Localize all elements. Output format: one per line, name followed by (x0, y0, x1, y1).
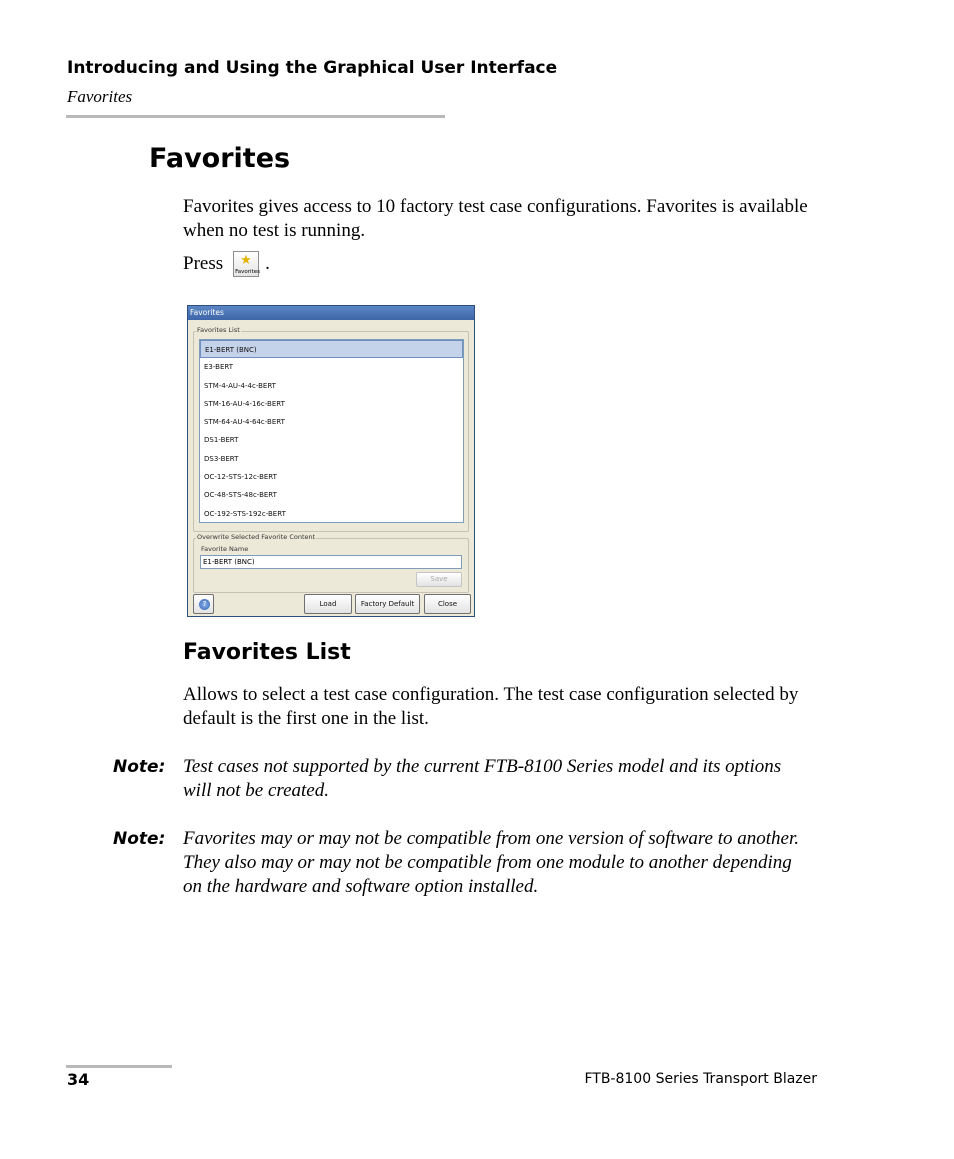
footer-product-name: FTB-8100 Series Transport Blazer (584, 1071, 817, 1087)
close-button[interactable]: Close (424, 594, 471, 614)
dialog-title-bar: Favorites (188, 306, 474, 320)
favorites-dialog (187, 305, 475, 617)
help-icon: ? (199, 599, 210, 610)
header-divider (66, 115, 445, 118)
favorites-button-image (233, 251, 259, 277)
list-item[interactable]: STM-64-AU-4-64c-BERT (204, 418, 285, 427)
note-label: Note: (113, 757, 166, 777)
list-item[interactable]: E3-BERT (204, 363, 234, 372)
list-item[interactable]: E1-BERT (BNC) (200, 340, 463, 358)
press-instruction (183, 251, 270, 277)
press-text: Press (183, 253, 224, 274)
running-header-subtitle: Favorites (67, 87, 133, 106)
favorite-name-input[interactable]: E1-BERT (BNC) (200, 555, 462, 569)
list-item[interactable]: STM-4-AU-4-4c-BERT (204, 381, 276, 390)
star-icon: ★ (240, 253, 252, 268)
list-item[interactable]: DS3-BERT (204, 454, 239, 463)
load-button[interactable]: Load (304, 594, 352, 614)
list-item[interactable]: OC-192-STS-192c-BERT (204, 509, 286, 518)
running-header-title: Introducing and Using the Graphical User Interface (67, 58, 558, 78)
list-item[interactable]: OC-48-STS-48c-BERT (204, 491, 277, 500)
note-text: Favorites may or may not be compatible from one version of software to another. They also may or may not be compatible from one module to another depending on the hardware and software option installed. (183, 828, 800, 897)
footer-divider (66, 1065, 172, 1068)
list-item[interactable]: OC-12-STS-12c-BERT (204, 473, 277, 482)
page-number: 34 (67, 1070, 90, 1089)
overwrite-group-label: Overwrite Selected Favorite Content (197, 533, 316, 541)
list-item[interactable]: DS1-BERT (204, 436, 239, 445)
intro-paragraph: Favorites gives access to 10 factory test case configurations. Favorites is available when no test is running. (183, 196, 808, 241)
note-text: Test cases not supported by the current FTB-8100 Series model and its options will not be created. (183, 756, 782, 801)
press-period: . (265, 253, 270, 274)
favorites-list-group-label: Favorites List (197, 326, 240, 334)
list-item[interactable]: STM-16-AU-4-16c-BERT (204, 399, 285, 408)
subsection-paragraph: Allows to select a test case configuration. The test case configuration selected by default is the first one in the list. (183, 684, 799, 729)
save-button[interactable]: Save (416, 572, 462, 587)
favorite-name-label: Favorite Name (201, 545, 249, 553)
factory-default-button[interactable]: Factory Default (355, 594, 420, 614)
note-label: Note: (113, 829, 166, 849)
favorites-button-caption: Favorites (235, 269, 260, 275)
section-heading: Favorites (149, 143, 291, 174)
favorites-listbox[interactable] (199, 339, 464, 523)
subsection-heading: Favorites List (183, 640, 351, 665)
help-button[interactable] (193, 594, 214, 614)
